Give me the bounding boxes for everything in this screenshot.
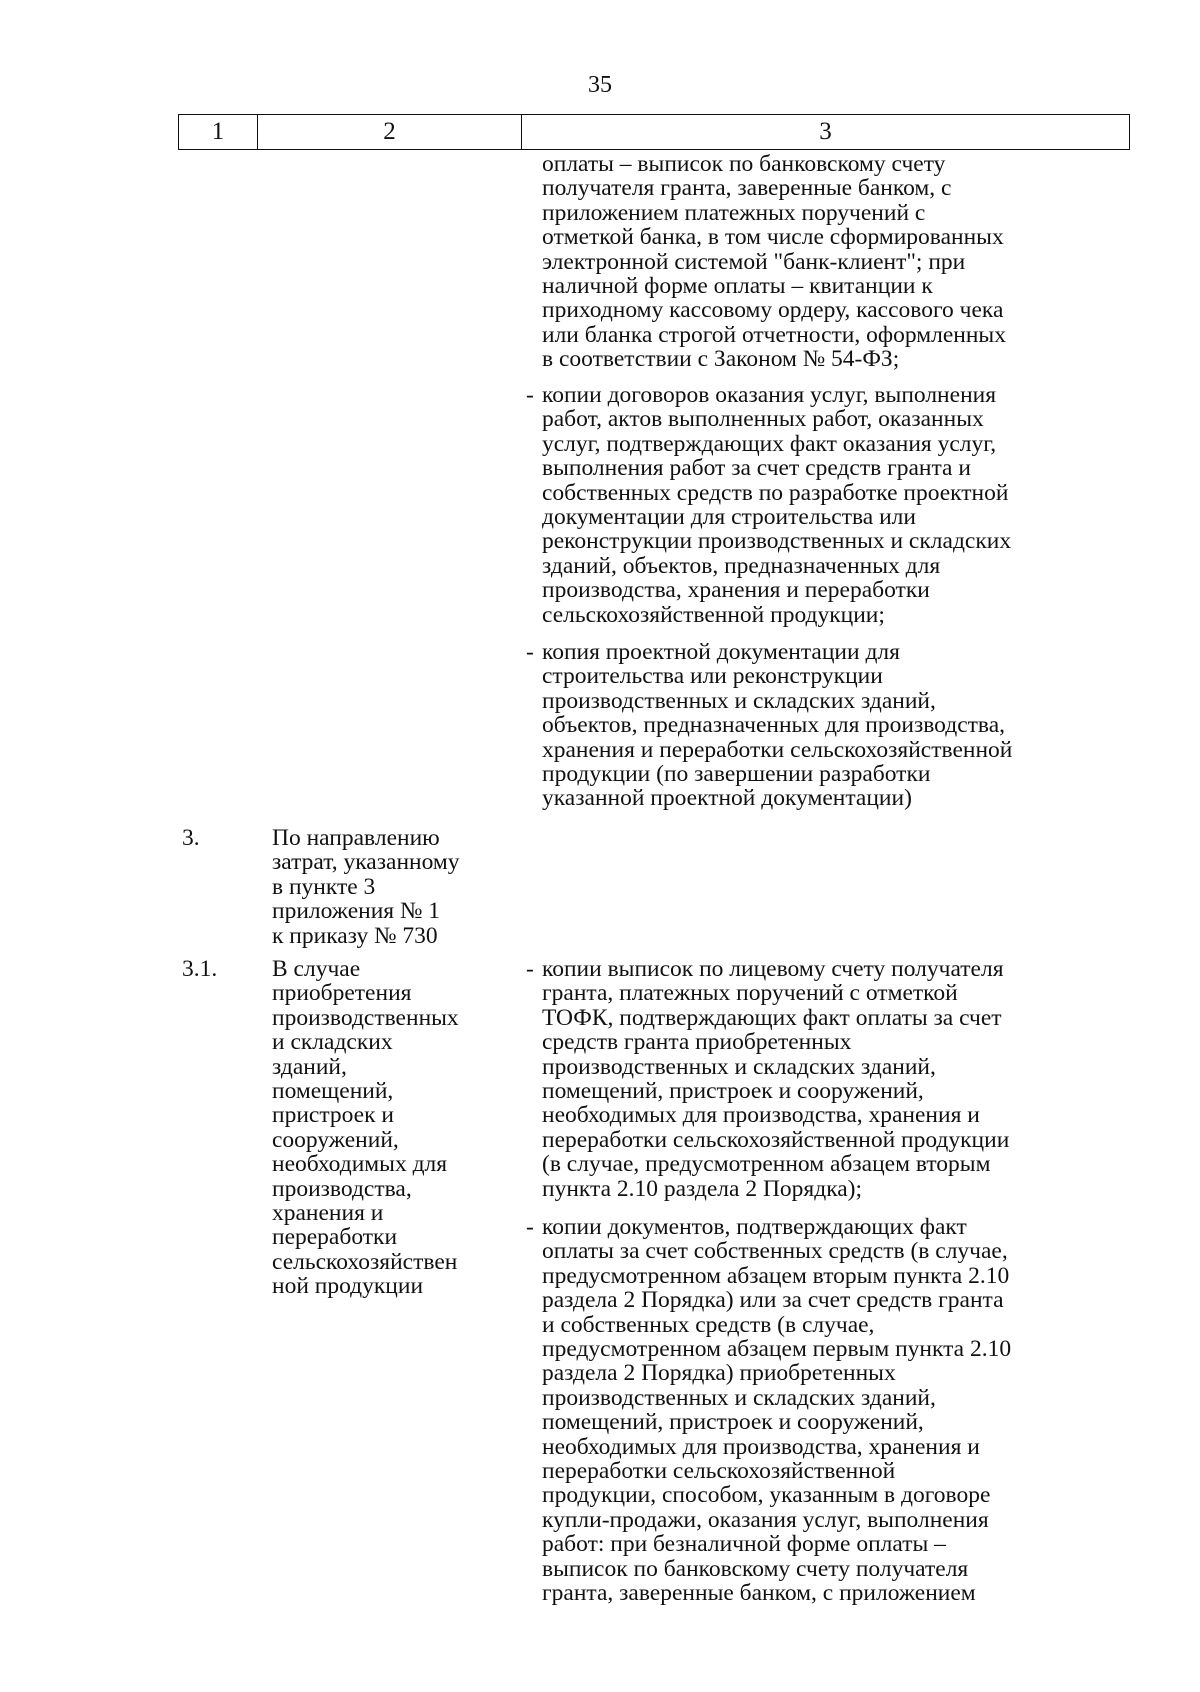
list-item-text: копии договоров оказания услуг, выполнения работ, актов выполненных работ, оказанных услуг, подтверждающих факт оказания услуг, выполнения работ за счет средств гранта и собственных средств по разработке проектной документации для строительства или реконструкции производственных и складских зданий, объектов, предназначенных для производства, хранения и переработки сельскохозяйственной продукции; [542, 382, 1012, 628]
page-number: 35 [588, 72, 612, 98]
row-title: В случае приобретения производственных и складских зданий, помещений, пристроек и сооружений, необходимых для производства, хранения и переработки сельскохозяйствен ной продукции [272, 956, 459, 1300]
table-header-row [178, 114, 1130, 150]
list-item-text: копия проектной документации для строительства или реконструкции производственных и складских зданий, объектов, предназначенных для производства, хранения и переработки сельскохозяйственной продукции (по завершении разработки указанной проектной документации) [542, 639, 1013, 812]
list-item-text: копии выписок по лицевому счету получателя гранта, платежных поручений с отметкой ТОФК, подтверждающих факт оплаты за счет средств гранта приобретенных производственных и складских зданий, помещений, пристроек и сооружений, необходимых для производства, хранения и переработки сельскохозяйственной продукции (в случае, предусмотренном абзацем вторым пункта 2.10 раздела 2 Порядка); [542, 956, 1010, 1202]
header-col-2: 2 [258, 115, 522, 149]
row-number: 3. [182, 825, 200, 851]
list-dash: - [526, 956, 534, 982]
list-dash: - [526, 1214, 534, 1240]
header-col-1: 1 [179, 115, 258, 149]
row-title: По направлению затрат, указанному в пункте 3 приложения № 1 к приказу № 730 [272, 825, 460, 949]
header-col-3: 3 [819, 118, 832, 145]
list-dash: - [526, 382, 534, 408]
list-dash: - [526, 639, 534, 665]
list-item-text: копии документов, подтверждающих факт оплаты за счет собственных средств (в случае, предусмотренном абзацем вторым пункта 2.10 раздела 2 Порядка) или за счет средств гранта и собственных средств (в случае, предусмотренном абзацем первым пункта 2.10 раздела 2 Порядка) приобретенных производственных и складских зданий, помещений, пристроек и сооружений, необходимых для производства, хранения и переработки сельскохозяйственной продукции, способом, указанным в договоре купли-продажи, оказания услуг, выполнения работ: при безналичной форме оплаты – выписок по банковскому счету получателя гранта, заверенные банком, с приложением [542, 1214, 1012, 1607]
row-number: 3.1. [182, 956, 218, 982]
continued-text: оплаты – выписок по банковскому счету получателя гранта, заверенные банком, с приложением платежных поручений с отметкой банка, в том числе сформированных электронной системой "банк-клиент"; при наличной форме оплаты – квитанции к приходному кассовому ордеру, кассового чека или бланка строгой отчетности, оформленных в соответствии с Законом № 54-ФЗ; [542, 151, 1006, 373]
